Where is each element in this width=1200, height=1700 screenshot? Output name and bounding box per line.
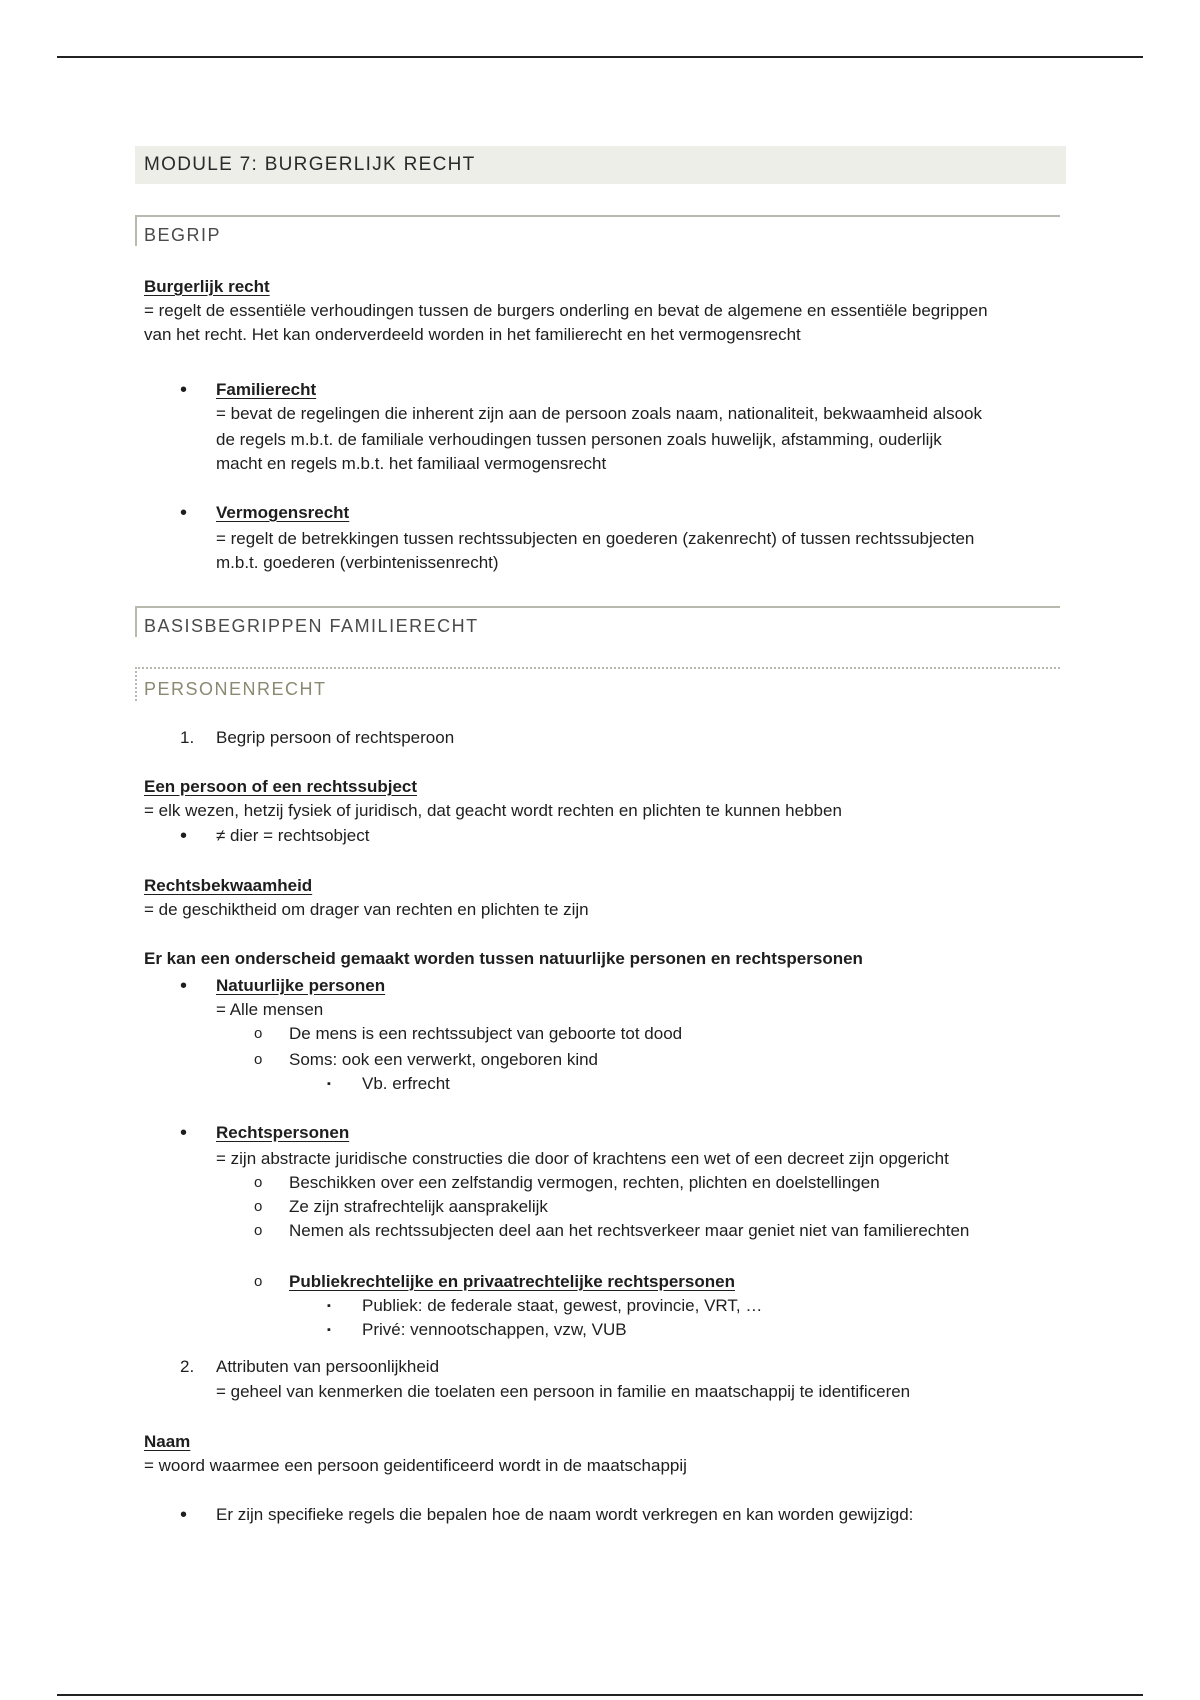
circle-bullet-icon: o bbox=[254, 1198, 263, 1215]
list-item-text: Begrip persoon of rechtsperoon bbox=[216, 728, 455, 747]
circle-bullet-icon: o bbox=[254, 1025, 263, 1042]
term-vermogensrecht: Vermogensrecht bbox=[216, 503, 350, 522]
list-item-text: Publiek: de federale staat, gewest, provincie, VRT, … bbox=[362, 1296, 763, 1315]
term-naam: Naam bbox=[144, 1432, 191, 1451]
definition-line: = regelt de betrekkingen tussen rechtssubjecten en goederen (zakenrecht) of tussen rechtssubjecten bbox=[216, 529, 975, 548]
definition-line: = zijn abstracte juridische constructies die door of krachtens een wet of een decreet zijn opgericht bbox=[216, 1149, 949, 1168]
circle-bullet-icon: o bbox=[254, 1174, 263, 1191]
term-persoon: Een persoon of een rechtssubject bbox=[144, 777, 418, 796]
onderscheid-statement: Er kan een onderscheid gemaakt worden tussen natuurlijke personen en rechtspersonen bbox=[144, 949, 863, 968]
bullet-icon: • bbox=[180, 1122, 188, 1144]
definition-line: de regels m.b.t. de familiale verhoudingen tussen personen zoals huwelijk, afstamming, ouderlijk bbox=[216, 430, 942, 449]
definition-line: m.b.t. goederen (verbintenissenrecht) bbox=[216, 553, 499, 572]
list-item-text: Er zijn specifieke regels die bepalen hoe de naam wordt verkregen en kan worden gewijzigd: bbox=[216, 1505, 914, 1524]
square-bullet-icon: ▪ bbox=[327, 1324, 331, 1336]
term-publiek-privaat: Publiekrechtelijke en privaatrechtelijke rechtspersonen bbox=[289, 1272, 735, 1291]
bullet-icon: • bbox=[180, 825, 188, 847]
section-heading-basisbegrippen: BASISBEGRIPPEN FAMILIERECHT bbox=[135, 606, 1060, 637]
list-item-text: Attributen van persoonlijkheid bbox=[216, 1357, 440, 1376]
definition-line: = regelt de essentiële verhoudingen tussen de burgers onderling en bevat de algemene en essentiële begrippen bbox=[144, 301, 988, 320]
definition-line: = geheel van kenmerken die toelaten een persoon in familie en maatschappij te identificeren bbox=[216, 1382, 911, 1401]
list-number: 1. bbox=[180, 728, 195, 747]
bullet-icon: • bbox=[180, 1504, 188, 1526]
list-item-text: Ze zijn strafrechtelijk aansprakelijk bbox=[289, 1197, 548, 1216]
definition-line: van het recht. Het kan onderverdeeld worden in het familierecht en het vermogensrecht bbox=[144, 325, 801, 344]
definition-line: = Alle mensen bbox=[216, 1000, 324, 1019]
term-rechtspersonen: Rechtspersonen bbox=[216, 1123, 350, 1142]
term-natuurlijke-personen: Natuurlijke personen bbox=[216, 976, 386, 995]
list-item-text: Beschikken over een zelfstandig vermogen, rechten, plichten en doelstellingen bbox=[289, 1173, 880, 1192]
bullet-icon: • bbox=[180, 502, 188, 524]
subsection-heading-personenrecht: PERSONENRECHT bbox=[135, 667, 1060, 701]
square-bullet-icon: ▪ bbox=[327, 1078, 331, 1090]
list-item-text: Nemen als rechtssubjecten deel aan het rechtsverkeer maar geniet niet van familierechten bbox=[289, 1221, 970, 1240]
header-rule bbox=[57, 56, 1143, 58]
definition-line: macht en regels m.b.t. het familiaal vermogensrecht bbox=[216, 454, 607, 473]
term-rechtsbekwaamheid: Rechtsbekwaamheid bbox=[144, 876, 313, 895]
square-bullet-icon: ▪ bbox=[327, 1300, 331, 1312]
bullet-icon: • bbox=[180, 379, 188, 401]
list-item-text: ≠ dier = rechtsobject bbox=[216, 826, 370, 845]
definition-line: = bevat de regelingen die inherent zijn aan de persoon zoals naam, nationaliteit, bekwaamheid alsook bbox=[216, 404, 982, 423]
definition-line: = elk wezen, hetzij fysiek of juridisch, dat geacht wordt rechten en plichten te kunnen hebben bbox=[144, 801, 842, 820]
circle-bullet-icon: o bbox=[254, 1051, 263, 1068]
footer-rule bbox=[57, 1694, 1143, 1696]
list-item-text: Vb. erfrecht bbox=[362, 1074, 450, 1093]
module-title: MODULE 7: BURGERLIJK RECHT bbox=[135, 146, 1066, 184]
list-item-text: Privé: vennootschappen, vzw, VUB bbox=[362, 1320, 627, 1339]
section-heading-begrip: BEGRIP bbox=[135, 215, 1060, 246]
circle-bullet-icon: o bbox=[254, 1222, 263, 1239]
list-number: 2. bbox=[180, 1357, 195, 1376]
definition-line: = woord waarmee een persoon geidentificeerd wordt in de maatschappij bbox=[144, 1456, 687, 1475]
term-familierecht: Familierecht bbox=[216, 380, 317, 399]
list-item-text: De mens is een rechtssubject van geboorte tot dood bbox=[289, 1024, 683, 1043]
bullet-icon: • bbox=[180, 975, 188, 997]
list-item-text: Soms: ook een verwerkt, ongeboren kind bbox=[289, 1050, 599, 1069]
circle-bullet-icon: o bbox=[254, 1273, 263, 1290]
term-burgerlijk-recht: Burgerlijk recht bbox=[144, 277, 270, 296]
definition-line: = de geschiktheid om drager van rechten en plichten te zijn bbox=[144, 900, 589, 919]
